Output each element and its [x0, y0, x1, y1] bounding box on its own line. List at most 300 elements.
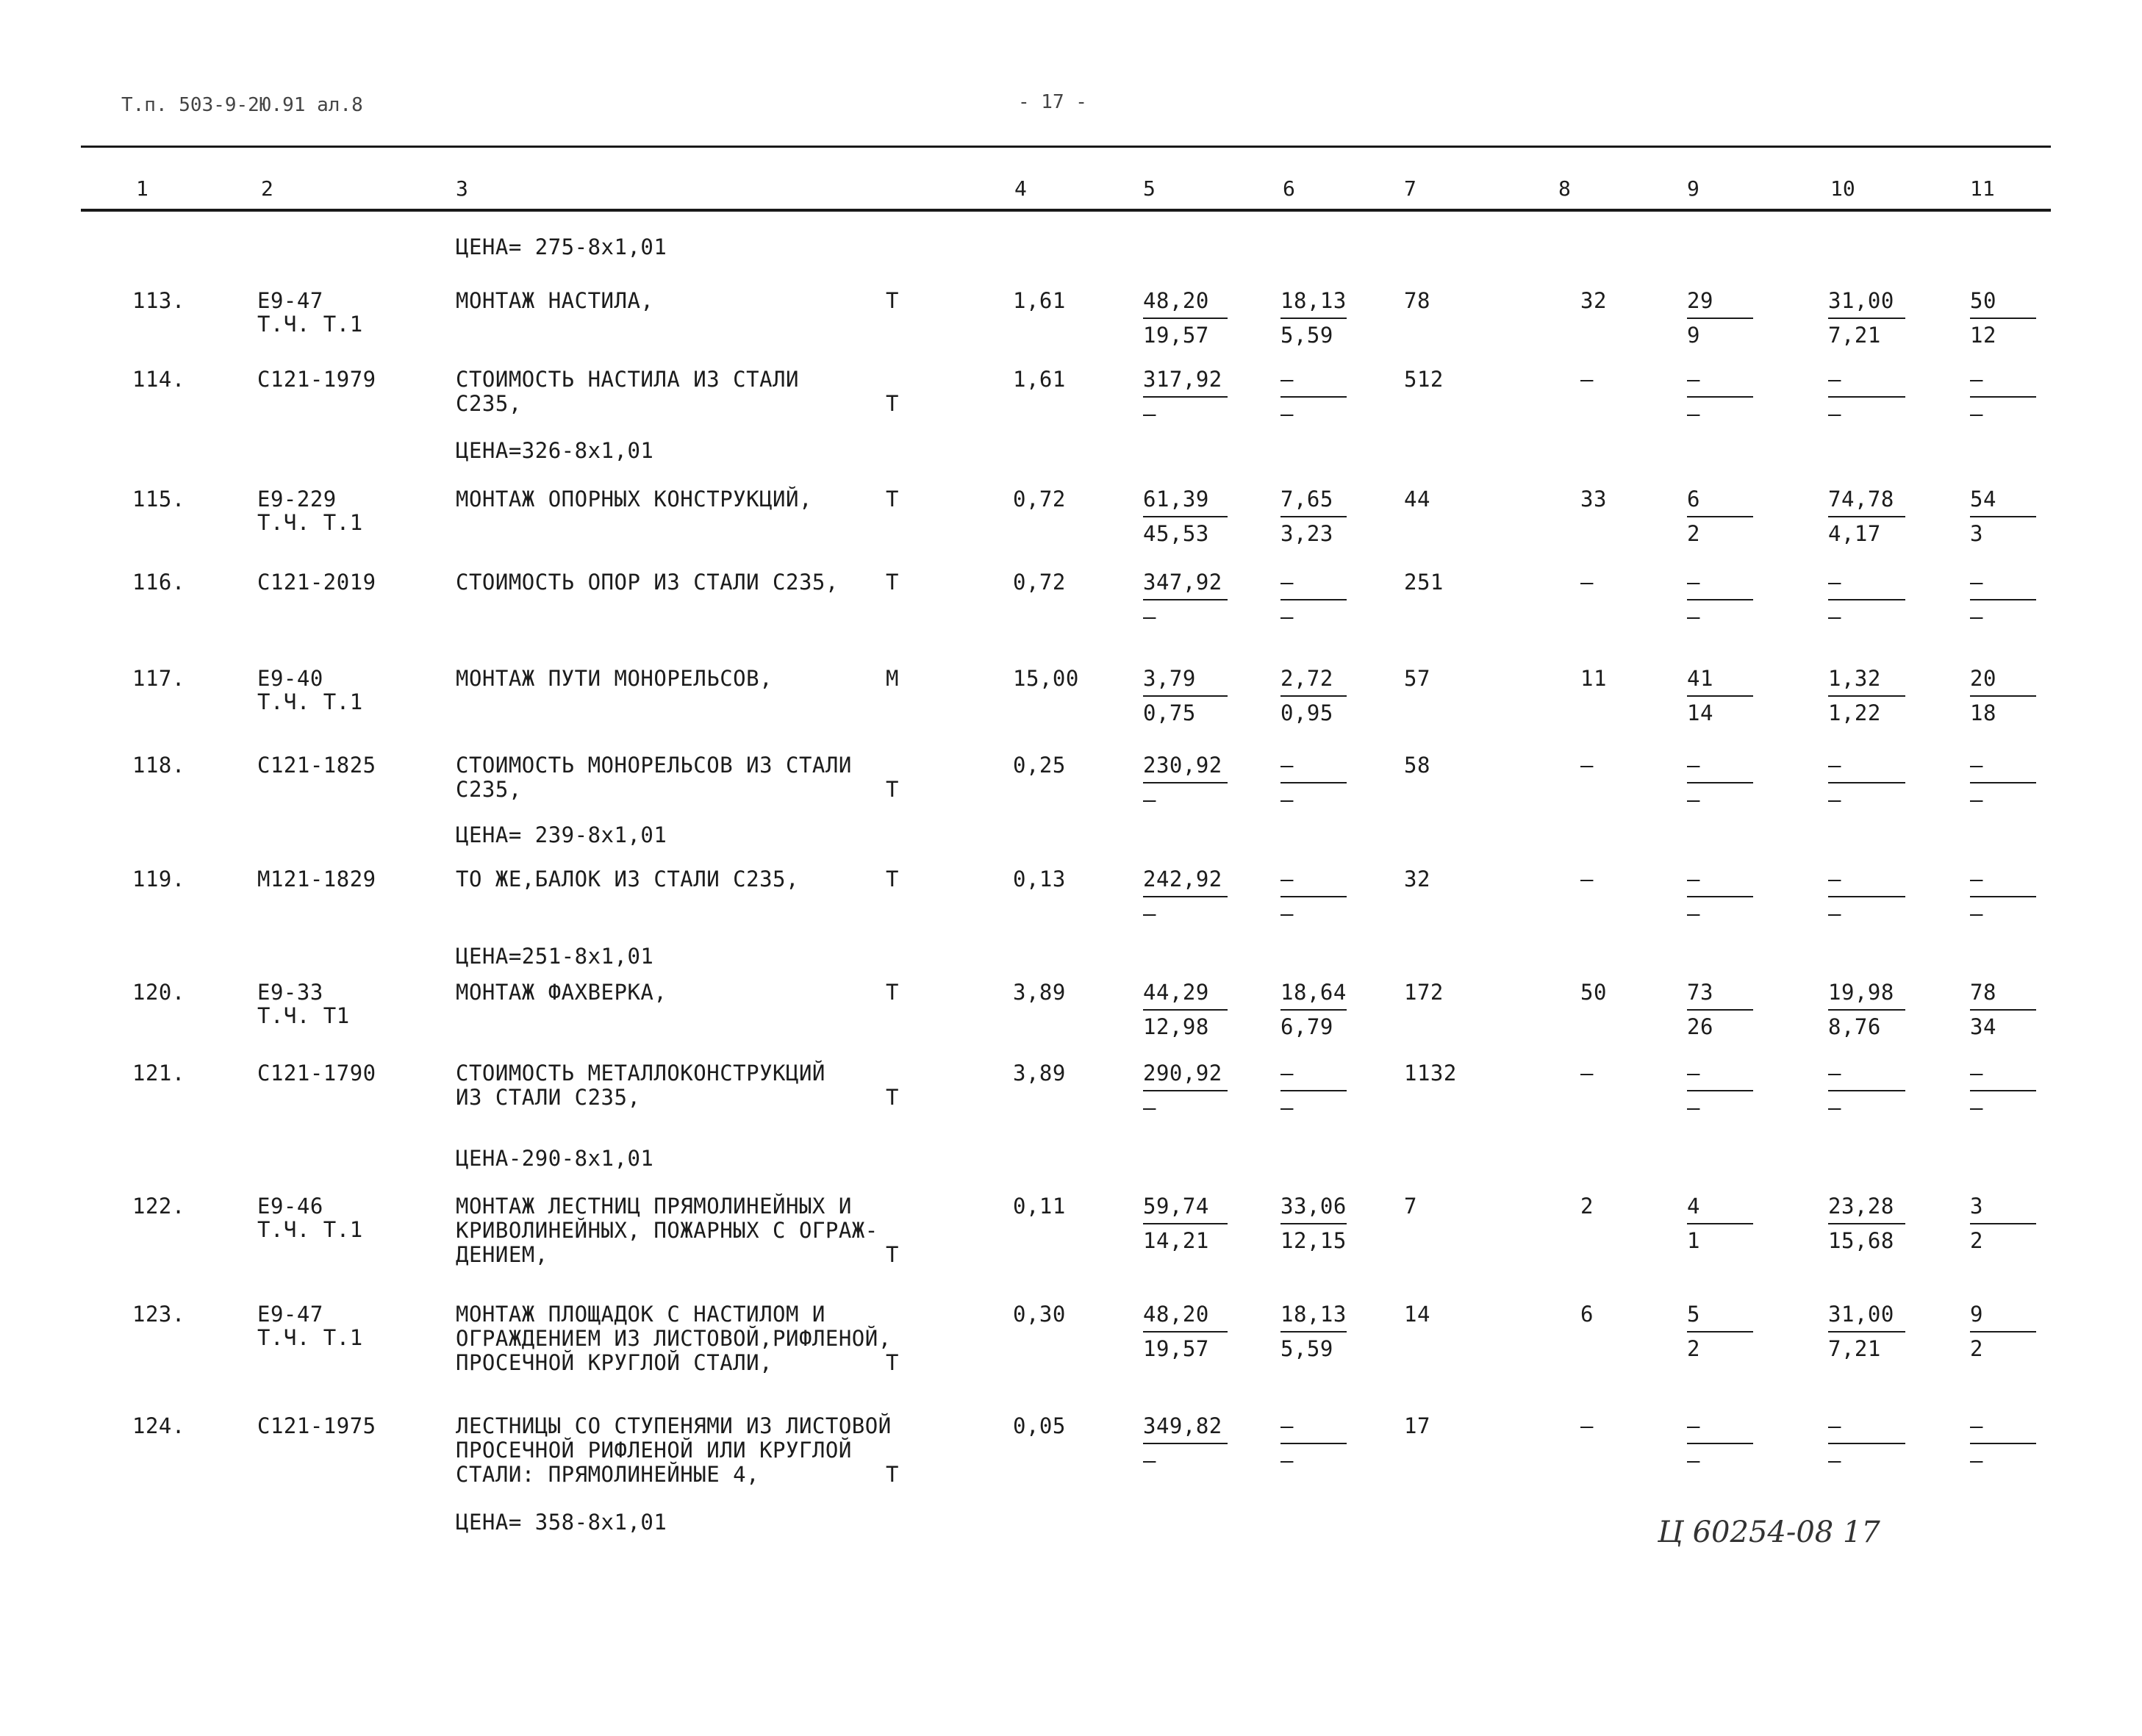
- code-line: Т.Ч. Т.1: [257, 1325, 363, 1350]
- code-line: Т.Ч. Т.1: [257, 312, 363, 337]
- fraction-line: [1687, 1090, 1753, 1091]
- value-cell: 44: [1404, 487, 1430, 512]
- fraction-denominator: 26: [1687, 1014, 1713, 1039]
- row-number: 117.: [132, 666, 185, 691]
- fraction-denominator: –: [1970, 787, 1983, 812]
- fraction-denominator: –: [1970, 1095, 1983, 1120]
- fraction-numerator: –: [1280, 867, 1294, 892]
- fraction-line: [1143, 1331, 1228, 1333]
- fraction-line: [1280, 782, 1347, 783]
- fraction-line: [1828, 318, 1905, 319]
- quantity-cell: 1,61: [1013, 288, 1066, 313]
- fraction-line: [1970, 782, 2036, 783]
- row-number: 118.: [132, 753, 185, 778]
- fraction-line: [1687, 1443, 1753, 1444]
- fraction-denominator: 4,17: [1828, 521, 1881, 546]
- fraction-denominator: –: [1143, 401, 1156, 426]
- fraction-line: [1687, 1331, 1753, 1333]
- fraction-numerator: 347,92: [1143, 570, 1222, 595]
- fraction-numerator: –: [1970, 367, 1983, 392]
- description-line: МОНТАЖ ЛЕСТНИЦ ПРЯМОЛИНЕЙНЫХ И: [456, 1194, 852, 1219]
- fraction-line: [1687, 318, 1753, 319]
- fraction-line: [1970, 396, 2036, 398]
- fraction-numerator: 74,78: [1828, 487, 1894, 512]
- fraction-denominator: 5,59: [1280, 1336, 1333, 1361]
- fraction-denominator: –: [1687, 787, 1700, 812]
- fraction-numerator: 5: [1687, 1302, 1700, 1327]
- fraction-numerator: 54: [1970, 487, 1996, 512]
- fraction-denominator: –: [1687, 1095, 1700, 1120]
- code-line: Е9-229: [257, 487, 337, 512]
- header-rule-top: [81, 146, 2051, 148]
- doc-header-code: Т.п. 503-9-2Ю.91 ал.8: [121, 94, 363, 116]
- row-number: 113.: [132, 288, 185, 313]
- fraction-numerator: 18,64: [1280, 980, 1347, 1005]
- code-line: С121-1790: [257, 1061, 376, 1086]
- fraction-denominator: 9: [1687, 323, 1700, 348]
- description-line: ПРОСЕЧНОЙ КРУГЛОЙ СТАЛИ,: [456, 1350, 773, 1375]
- fraction-numerator: –: [1280, 1061, 1294, 1086]
- fraction-line: [1280, 1009, 1347, 1011]
- fraction-numerator: 6: [1687, 487, 1700, 512]
- fraction-numerator: –: [1280, 570, 1294, 595]
- fraction-numerator: –: [1687, 753, 1700, 778]
- fraction-line: [1687, 1223, 1753, 1224]
- row-number: 116.: [132, 570, 185, 595]
- fraction-line: [1828, 1009, 1905, 1011]
- column-number: 7: [1404, 176, 1416, 201]
- fraction-line: [1143, 782, 1228, 783]
- value-cell: 2: [1580, 1194, 1594, 1219]
- value-cell: 33: [1580, 487, 1607, 512]
- fraction-numerator: 31,00: [1828, 1302, 1894, 1327]
- price-note: ЦЕНА= 275-8х1,01: [456, 234, 667, 259]
- row-number: 119.: [132, 867, 185, 892]
- code-line: С121-1979: [257, 367, 376, 392]
- fraction-line: [1970, 1009, 2036, 1011]
- fraction-denominator: –: [1280, 901, 1294, 926]
- description-line: С235,: [456, 777, 522, 802]
- description-line: СТОИМОСТЬ МЕТАЛЛОКОНСТРУКЦИЙ: [456, 1061, 825, 1086]
- column-number: 3: [456, 176, 468, 201]
- quantity-cell: 0,05: [1013, 1413, 1066, 1438]
- row-number: 114.: [132, 367, 185, 392]
- fraction-denominator: –: [1687, 1448, 1700, 1473]
- fraction-numerator: 20: [1970, 666, 1996, 691]
- fraction-denominator: 14,21: [1143, 1228, 1209, 1253]
- column-number: 11: [1970, 176, 1995, 201]
- fraction-line: [1143, 896, 1228, 897]
- description-line: ИЗ СТАЛИ С235,: [456, 1085, 641, 1110]
- code-line: Е9-47: [257, 1302, 323, 1327]
- unit-cell: М: [886, 666, 899, 691]
- fraction-line: [1828, 1443, 1905, 1444]
- fraction-line: [1970, 516, 2036, 517]
- fraction-numerator: 1,32: [1828, 666, 1881, 691]
- quantity-cell: 3,89: [1013, 1061, 1066, 1086]
- quantity-cell: 0,30: [1013, 1302, 1066, 1327]
- unit-cell: Т: [886, 980, 899, 1005]
- unit-cell: Т: [886, 1242, 899, 1267]
- fraction-denominator: –: [1970, 401, 1983, 426]
- fraction-denominator: 0,95: [1280, 700, 1333, 725]
- fraction-numerator: –: [1280, 1413, 1294, 1438]
- fraction-line: [1143, 1223, 1228, 1224]
- unit-cell: Т: [886, 777, 899, 802]
- fraction-line: [1970, 896, 2036, 897]
- fraction-numerator: –: [1970, 753, 1983, 778]
- fraction-denominator: 1: [1687, 1228, 1700, 1253]
- row-number: 122.: [132, 1194, 185, 1219]
- fraction-numerator: 349,82: [1143, 1413, 1222, 1438]
- description-line: МОНТАЖ ОПОРНЫХ КОНСТРУКЦИЙ,: [456, 487, 812, 512]
- description-line: ДЕНИЕМ,: [456, 1242, 548, 1267]
- fraction-denominator: 34: [1970, 1014, 1996, 1039]
- description-line: СТОИМОСТЬ НАСТИЛА ИЗ СТАЛИ: [456, 367, 799, 392]
- fraction-line: [1687, 896, 1753, 897]
- fraction-numerator: 7,65: [1280, 487, 1333, 512]
- value-cell: 17: [1404, 1413, 1430, 1438]
- fraction-denominator: 7,21: [1828, 1336, 1881, 1361]
- fraction-line: [1143, 516, 1228, 517]
- fraction-line: [1970, 318, 2036, 319]
- column-number: 2: [261, 176, 273, 201]
- fraction-denominator: –: [1687, 401, 1700, 426]
- column-number: 6: [1283, 176, 1295, 201]
- code-line: Т.Ч. Т.1: [257, 1217, 363, 1242]
- price-note: ЦЕНА=251-8х1,01: [456, 944, 654, 969]
- description-line: СТОИМОСТЬ ОПОР ИЗ СТАЛИ С235,: [456, 570, 839, 595]
- code-line: Е9-40: [257, 666, 323, 691]
- value-cell: –: [1580, 1413, 1594, 1438]
- fraction-line: [1687, 599, 1753, 600]
- fraction-numerator: 9: [1970, 1302, 1983, 1327]
- fraction-line: [1828, 1331, 1905, 1333]
- fraction-line: [1687, 695, 1753, 697]
- fraction-denominator: –: [1828, 401, 1841, 426]
- fraction-denominator: 12,15: [1280, 1228, 1347, 1253]
- description-line: ТО ЖЕ,БАЛОК ИЗ СТАЛИ С235,: [456, 867, 799, 892]
- fraction-denominator: –: [1970, 901, 1983, 926]
- fraction-denominator: 18: [1970, 700, 1996, 725]
- fraction-numerator: 3: [1970, 1194, 1983, 1219]
- fraction-denominator: 5,59: [1280, 323, 1333, 348]
- fraction-denominator: 2: [1970, 1228, 1983, 1253]
- fraction-denominator: 2: [1687, 1336, 1700, 1361]
- fraction-line: [1143, 318, 1228, 319]
- code-line: С121-1975: [257, 1413, 376, 1438]
- unit-cell: Т: [886, 867, 899, 892]
- value-cell: 11: [1580, 666, 1607, 691]
- fraction-line: [1687, 782, 1753, 783]
- fraction-denominator: 7,21: [1828, 323, 1881, 348]
- fraction-numerator: 73: [1687, 980, 1713, 1005]
- fraction-line: [1828, 599, 1905, 600]
- column-number: 10: [1830, 176, 1855, 201]
- fraction-numerator: 4: [1687, 1194, 1700, 1219]
- fraction-denominator: 2: [1687, 521, 1700, 546]
- value-cell: 50: [1580, 980, 1607, 1005]
- fraction-numerator: 290,92: [1143, 1061, 1222, 1086]
- fraction-numerator: –: [1828, 867, 1841, 892]
- fraction-line: [1280, 1090, 1347, 1091]
- fraction-numerator: –: [1828, 1061, 1841, 1086]
- value-cell: 14: [1404, 1302, 1430, 1327]
- code-line: Т.Ч. Т1: [257, 1003, 350, 1028]
- fraction-line: [1143, 1009, 1228, 1011]
- row-number: 120.: [132, 980, 185, 1005]
- code-line: Е9-46: [257, 1194, 323, 1219]
- fraction-numerator: 33,06: [1280, 1194, 1347, 1219]
- fraction-line: [1143, 1090, 1228, 1091]
- value-cell: –: [1580, 367, 1594, 392]
- row-number: 124.: [132, 1413, 185, 1438]
- quantity-cell: 0,72: [1013, 570, 1066, 595]
- value-cell: –: [1580, 1061, 1594, 1086]
- column-number: 1: [136, 176, 148, 201]
- quantity-cell: 0,11: [1013, 1194, 1066, 1219]
- value-cell: –: [1580, 753, 1594, 778]
- fraction-numerator: 50: [1970, 288, 1996, 313]
- value-cell: 32: [1580, 288, 1607, 313]
- quantity-cell: 0,72: [1013, 487, 1066, 512]
- value-cell: –: [1580, 570, 1594, 595]
- row-number: 121.: [132, 1061, 185, 1086]
- fraction-numerator: 18,13: [1280, 288, 1347, 313]
- fraction-denominator: 8,76: [1828, 1014, 1881, 1039]
- fraction-numerator: –: [1687, 867, 1700, 892]
- quantity-cell: 0,13: [1013, 867, 1066, 892]
- fraction-line: [1828, 782, 1905, 783]
- fraction-line: [1828, 695, 1905, 697]
- description-line: МОНТАЖ ПУТИ МОНОРЕЛЬСОВ,: [456, 666, 773, 691]
- fraction-line: [1828, 396, 1905, 398]
- fraction-numerator: 48,20: [1143, 1302, 1209, 1327]
- row-number: 115.: [132, 487, 185, 512]
- description-line: С235,: [456, 391, 522, 416]
- fraction-line: [1970, 1443, 2036, 1444]
- fraction-denominator: 6,79: [1280, 1014, 1333, 1039]
- fraction-line: [1828, 516, 1905, 517]
- fraction-line: [1280, 1223, 1347, 1224]
- fraction-line: [1143, 599, 1228, 600]
- fraction-numerator: –: [1970, 570, 1983, 595]
- fraction-line: [1280, 318, 1347, 319]
- fraction-numerator: –: [1970, 867, 1983, 892]
- fraction-numerator: –: [1687, 570, 1700, 595]
- fraction-numerator: 230,92: [1143, 753, 1222, 778]
- unit-cell: Т: [886, 1085, 899, 1110]
- code-line: Е9-47: [257, 288, 323, 313]
- fraction-numerator: 3,79: [1143, 666, 1196, 691]
- fraction-numerator: –: [1687, 1061, 1700, 1086]
- description-line: МОНТАЖ ФАХВЕРКА,: [456, 980, 667, 1005]
- quantity-cell: 0,25: [1013, 753, 1066, 778]
- fraction-numerator: –: [1828, 367, 1841, 392]
- fraction-numerator: –: [1280, 367, 1294, 392]
- fraction-denominator: 15,68: [1828, 1228, 1894, 1253]
- fraction-numerator: –: [1828, 753, 1841, 778]
- description-line: МОНТАЖ ПЛОЩАДОК С НАСТИЛОМ И: [456, 1302, 825, 1327]
- fraction-line: [1970, 1090, 2036, 1091]
- fraction-numerator: –: [1687, 1413, 1700, 1438]
- fraction-line: [1143, 1443, 1228, 1444]
- fraction-line: [1970, 695, 2036, 697]
- fraction-numerator: –: [1828, 570, 1841, 595]
- fraction-denominator: –: [1280, 1095, 1294, 1120]
- description-line: ОГРАЖДЕНИЕМ ИЗ ЛИСТОВОЙ,РИФЛЕНОЙ,: [456, 1326, 892, 1351]
- fraction-numerator: 41: [1687, 666, 1713, 691]
- column-number: 4: [1014, 176, 1027, 201]
- fraction-denominator: 3: [1970, 521, 1983, 546]
- value-cell: 251: [1404, 570, 1444, 595]
- code-line: М121-1829: [257, 867, 376, 892]
- fraction-denominator: –: [1280, 1448, 1294, 1473]
- fraction-denominator: –: [1828, 901, 1841, 926]
- fraction-line: [1280, 516, 1347, 517]
- fraction-denominator: –: [1970, 604, 1983, 629]
- fraction-denominator: –: [1828, 604, 1841, 629]
- fraction-denominator: –: [1828, 1448, 1841, 1473]
- code-line: Т.Ч. Т.1: [257, 510, 363, 535]
- fraction-denominator: 2: [1970, 1336, 1983, 1361]
- unit-cell: Т: [886, 391, 899, 416]
- quantity-cell: 1,61: [1013, 367, 1066, 392]
- fraction-denominator: 12: [1970, 323, 1996, 348]
- fraction-numerator: 23,28: [1828, 1194, 1894, 1219]
- value-cell: 6: [1580, 1302, 1594, 1327]
- value-cell: 78: [1404, 288, 1430, 313]
- fraction-denominator: –: [1280, 604, 1294, 629]
- fraction-numerator: –: [1687, 367, 1700, 392]
- fraction-line: [1687, 1009, 1753, 1011]
- fraction-denominator: –: [1143, 787, 1156, 812]
- fraction-denominator: –: [1143, 1448, 1156, 1473]
- value-cell: –: [1580, 867, 1594, 892]
- value-cell: 57: [1404, 666, 1430, 691]
- fraction-numerator: 44,29: [1143, 980, 1209, 1005]
- description-line: СТОИМОСТЬ МОНОРЕЛЬСОВ ИЗ СТАЛИ: [456, 753, 852, 778]
- price-note: ЦЕНА= 358-8х1,01: [456, 1510, 667, 1535]
- fraction-line: [1280, 695, 1347, 697]
- fraction-denominator: 19,57: [1143, 1336, 1209, 1361]
- fraction-denominator: –: [1143, 901, 1156, 926]
- fraction-line: [1280, 1443, 1347, 1444]
- quantity-cell: 15,00: [1013, 666, 1079, 691]
- fraction-numerator: 61,39: [1143, 487, 1209, 512]
- code-line: Е9-33: [257, 980, 323, 1005]
- description-line: ПРОСЕЧНОЙ РИФЛЕНОЙ ИЛИ КРУГЛОЙ: [456, 1438, 852, 1463]
- code-line: С121-1825: [257, 753, 376, 778]
- fraction-line: [1970, 599, 2036, 600]
- fraction-line: [1828, 1223, 1905, 1224]
- fraction-denominator: –: [1143, 1095, 1156, 1120]
- price-note: ЦЕНА= 239-8х1,01: [456, 822, 667, 847]
- description-line: МОНТАЖ НАСТИЛА,: [456, 288, 654, 313]
- unit-cell: Т: [886, 1462, 899, 1487]
- fraction-numerator: 19,98: [1828, 980, 1894, 1005]
- fraction-line: [1280, 1331, 1347, 1333]
- column-number: 9: [1687, 176, 1699, 201]
- fraction-numerator: 18,13: [1280, 1302, 1347, 1327]
- fraction-denominator: –: [1970, 1448, 1983, 1473]
- fraction-line: [1143, 396, 1228, 398]
- value-cell: 7: [1404, 1194, 1417, 1219]
- fraction-numerator: –: [1970, 1061, 1983, 1086]
- value-cell: 1132: [1404, 1061, 1457, 1086]
- fraction-denominator: 3,23: [1280, 521, 1333, 546]
- page-number: - 17 -: [1018, 91, 1087, 113]
- fraction-denominator: 1,22: [1828, 700, 1881, 725]
- fraction-denominator: –: [1828, 787, 1841, 812]
- fraction-numerator: –: [1828, 1413, 1841, 1438]
- fraction-denominator: 0,75: [1143, 700, 1196, 725]
- fraction-numerator: –: [1280, 753, 1294, 778]
- description-line: КРИВОЛИНЕЙНЫХ, ПОЖАРНЫХ С ОГРАЖ-: [456, 1218, 878, 1243]
- price-note: ЦЕНА-290-8х1,01: [456, 1146, 654, 1171]
- fraction-numerator: 31,00: [1828, 288, 1894, 313]
- unit-cell: Т: [886, 288, 899, 313]
- value-cell: 512: [1404, 367, 1444, 392]
- fraction-denominator: –: [1687, 901, 1700, 926]
- fraction-denominator: 14: [1687, 700, 1713, 725]
- fraction-line: [1280, 896, 1347, 897]
- fraction-numerator: 29: [1687, 288, 1713, 313]
- fraction-numerator: 2,72: [1280, 666, 1333, 691]
- value-cell: 32: [1404, 867, 1430, 892]
- fraction-denominator: 19,57: [1143, 323, 1209, 348]
- fraction-line: [1828, 896, 1905, 897]
- value-cell: 58: [1404, 753, 1430, 778]
- description-line: СТАЛИ: ПРЯМОЛИНЕЙНЫЕ 4,: [456, 1462, 760, 1487]
- fraction-denominator: –: [1828, 1095, 1841, 1120]
- fraction-line: [1828, 1090, 1905, 1091]
- code-line: С121-2019: [257, 570, 376, 595]
- fraction-denominator: 12,98: [1143, 1014, 1209, 1039]
- fraction-line: [1970, 1331, 2036, 1333]
- fraction-numerator: 317,92: [1143, 367, 1222, 392]
- fraction-denominator: –: [1280, 401, 1294, 426]
- price-note: ЦЕНА=326-8х1,01: [456, 438, 654, 463]
- column-number: 8: [1558, 176, 1571, 201]
- fraction-numerator: –: [1970, 1413, 1983, 1438]
- row-number: 123.: [132, 1302, 185, 1327]
- fraction-line: [1280, 396, 1347, 398]
- fraction-numerator: 78: [1970, 980, 1996, 1005]
- fraction-denominator: –: [1280, 787, 1294, 812]
- unit-cell: Т: [886, 1350, 899, 1375]
- header-rule-bottom: [81, 209, 2051, 212]
- unit-cell: Т: [886, 570, 899, 595]
- description-line: ЛЕСТНИЦЫ СО СТУПЕНЯМИ ИЗ ЛИСТОВОЙ: [456, 1413, 892, 1438]
- fraction-denominator: 45,53: [1143, 521, 1209, 546]
- fraction-line: [1280, 599, 1347, 600]
- fraction-numerator: 48,20: [1143, 288, 1209, 313]
- fraction-denominator: –: [1143, 604, 1156, 629]
- code-line: Т.Ч. Т.1: [257, 689, 363, 714]
- value-cell: 172: [1404, 980, 1444, 1005]
- fraction-numerator: 59,74: [1143, 1194, 1209, 1219]
- fraction-line: [1687, 396, 1753, 398]
- handwritten-stamp: Ц 60254-08 17: [1658, 1516, 1880, 1549]
- unit-cell: Т: [886, 487, 899, 512]
- fraction-line: [1970, 1223, 2036, 1224]
- column-number: 5: [1143, 176, 1156, 201]
- fraction-denominator: –: [1687, 604, 1700, 629]
- fraction-line: [1143, 695, 1228, 697]
- fraction-numerator: 242,92: [1143, 867, 1222, 892]
- fraction-line: [1687, 516, 1753, 517]
